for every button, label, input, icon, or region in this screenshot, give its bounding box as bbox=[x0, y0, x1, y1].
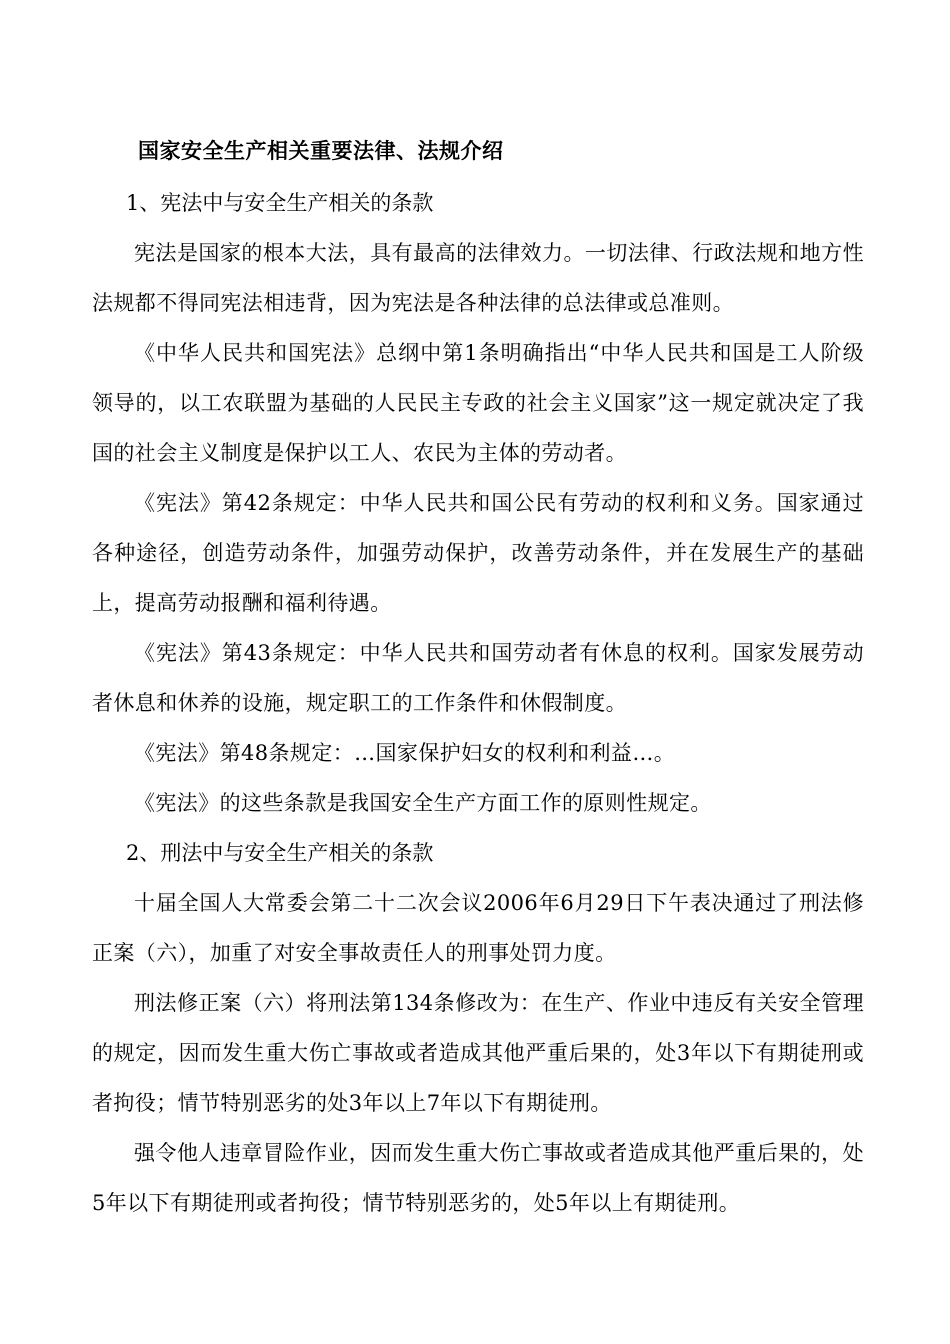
paragraph-constitution-article-43: 《宪法》第43条规定：中华人民共和国劳动者有休息的权利。国家发展劳动者休息和休养的设施，规定职工的工作条件和休假制度。 bbox=[92, 641, 864, 715]
paragraph-criminal-law-article-134: 刑法修正案（六）将刑法第134条修改为：在生产、作业中违反有关安全管理的规定，因而发生重大伤亡事故或者造成其他严重后果的，处3年以下有期徒刑或者拘役；情节特别恶劣的处3年以上7年以下有期徒刑。 bbox=[92, 991, 864, 1115]
document-body bbox=[92, 178, 864, 1228]
paragraph-criminal-law-forced-risk: 强令他人违章冒险作业，因而发生重大伤亡事故或者造成其他严重后果的，处5年以下有期徒刑或者拘役；情节特别恶劣的，处5年以上有期徒刑。 bbox=[92, 1141, 864, 1215]
section-heading-criminal-law: 2、刑法中与安全生产相关的条款 bbox=[126, 841, 434, 865]
paragraph-criminal-law-amendment: 十届全国人大常委会第二十二次会议2006年6月29日下午表决通过了刑法修正案（六），加重了对安全事故责任人的刑事处罚力度。 bbox=[92, 891, 864, 965]
paragraph-constitution-article-42: 《宪法》第42条规定：中华人民共和国公民有劳动的权利和义务。国家通过各种途径，创造劳动条件，加强劳动保护，改善劳动条件，并在发展生产的基础上，提高劳动报酬和福利待遇。 bbox=[92, 491, 864, 615]
document-title: 国家安全生产相关重要法律、法规介绍 bbox=[138, 138, 504, 163]
paragraph-constitution-article-1: 《中华人民共和国宪法》总纲中第1条明确指出“中华人民共和国是工人阶级领导的，以工农联盟为基础的人民民主专政的社会主义国家”这一规定就决定了我国的社会主义制度是保护以工人、农民为主体的劳动者。 bbox=[92, 341, 864, 465]
section-heading-constitution: 1、宪法中与安全生产相关的条款 bbox=[126, 191, 434, 215]
paragraph-constitution-intro: 宪法是国家的根本大法，具有最高的法律效力。一切法律、行政法规和地方性法规都不得同宪法相违背，因为宪法是各种法律的总法律或总准则。 bbox=[92, 241, 864, 315]
paragraph-constitution-summary: 《宪法》的这些条款是我国安全生产方面工作的原则性规定。 bbox=[134, 791, 712, 815]
paragraph-constitution-article-48: 《宪法》第48条规定：…国家保护妇女的权利和利益…。 bbox=[134, 741, 676, 765]
